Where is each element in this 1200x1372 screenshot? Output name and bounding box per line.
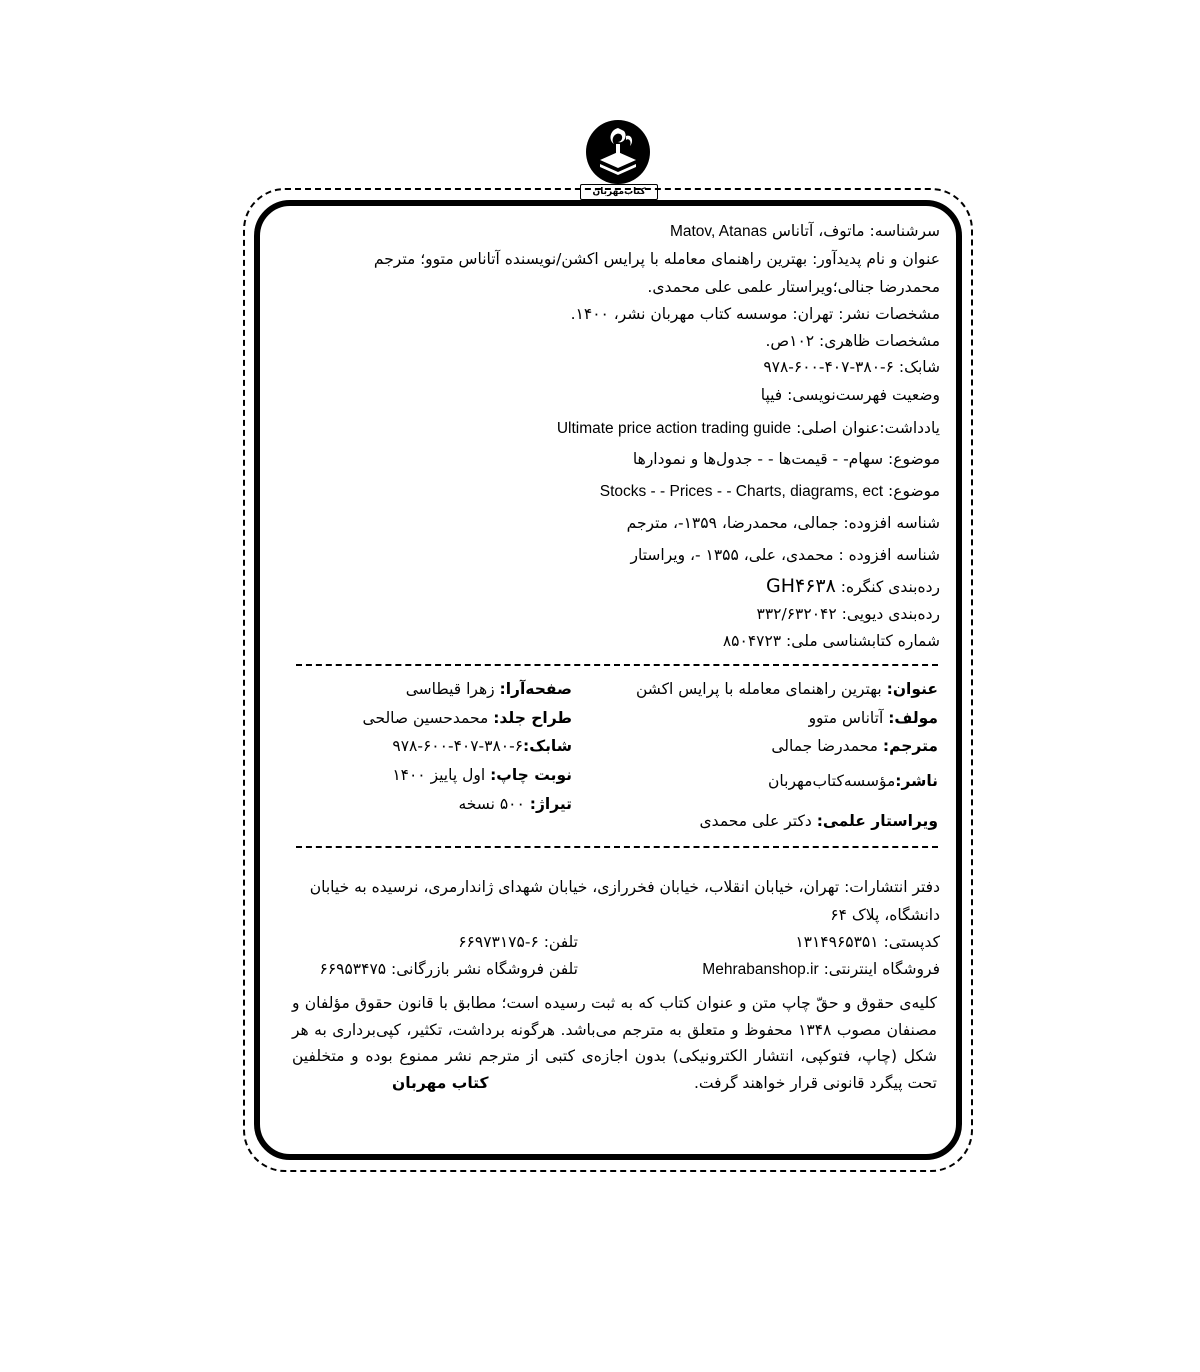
catalog-title-line1: عنوان و نام پدیدآور: بهترین راهنمای معامله با پرایس اکشن/نویسنده آتاناس متوو؛ مترجم xyxy=(373,250,940,268)
phone: تلفن: ۶-۶۶۹۷۳۱۷۵ xyxy=(458,933,578,951)
catalog-note: یادداشت:عنوان اصلی: Ultimate price action trading guide xyxy=(556,419,940,437)
credit-layout: صفحه‌آرا: زهرا قیطاسی xyxy=(405,680,572,698)
catalog-national-number: شماره کتابشناسی ملی: ۸۵۰۴۷۲۳ xyxy=(722,632,940,650)
credit-author: مولف: آتاناس متوو xyxy=(808,709,938,727)
copyright-notice: کلیه‌ی حقوق و حقّ چاپ متن و عنوان کتاب که به ثبت رسیده است؛ مطابق با قانون حقوق مؤلفان و مصنفان مصوب ۱۳۴۸ محفوظ و متعلق به مترجم می‌باشد. هرگونه برداشت، تکثیر، کپی‌برداری به هر شکل (چاپ، فتوکپی، انتشار الکترونیکی) بدون اجازه‌ی کتبی از مترجم نشر ممنوع بوده و متخلفین تحت پیگرد قانونی قرار خواهند گرفت. xyxy=(292,994,937,1092)
postal-code: کدپستی: ۱۳۱۴۹۶۵۳۵۱ xyxy=(795,933,940,951)
sales-phone: تلفن فروشگاه نشر بازرگانی: ۶۶۹۵۳۴۷۵ xyxy=(319,960,578,978)
credit-isbn: شابک:۶-۳۸۰-۴۰۷-۶۰۰-۹۷۸ xyxy=(392,737,572,755)
catalog-title-line2: محمدرضا جنالی؛ویراستار علمی علی محمدی. xyxy=(647,278,940,296)
address-line-1: دفتر انتشارات: تهران، خیابان انقلاب، خیابان فخررازی، خیابان شهدای ژاندارمری، نرسیده به خیابان xyxy=(309,878,940,896)
catalog-subject-1: موضوع: سهام- - قیمت‌ها - - جدول‌ها و نمودارها xyxy=(632,450,940,468)
catalog-subject-2: موضوع: Stocks - - Prices - - Charts, diagrams, ect xyxy=(599,482,940,500)
catalog-heading-author: سرشناسه: ماتوف، آتاناس Matov, Atanas xyxy=(669,222,940,240)
credit-publisher: ناشر:مؤسسه‌کتاب‌مهربان xyxy=(768,772,938,790)
separator-bottom xyxy=(296,846,938,848)
logo-emblem xyxy=(586,120,650,184)
online-shop: فروشگاه اینترنتی: Mehrabanshop.ir xyxy=(702,960,940,978)
credit-translator: مترجم: محمدرضا جمالی xyxy=(771,737,938,755)
credit-print-run: تیراژ: ۵۰۰ نسخه xyxy=(458,795,572,813)
credit-edition: نوبت چاپ: اول پاییز ۱۴۰۰ xyxy=(392,766,572,784)
credit-scientific-editor: ویراستار علمی: دکتر علی محمدی xyxy=(699,812,938,830)
catalog-physical: مشخصات ظاهری: ۱۰۲ص. xyxy=(765,332,940,350)
catalog-isbn: شابک: ۶-۳۸۰-۴۰۷-۶۰۰-۹۷۸ xyxy=(763,358,940,376)
catalog-added-entry-1: شناسه افزوده: جمالی، محمدرضا، ۱۳۵۹-، مترجم xyxy=(626,514,940,532)
credits-block xyxy=(296,676,938,836)
catalog-added-entry-2: شناسه افزوده : محمدی، علی، ۱۳۵۵ -، ویراستار xyxy=(630,546,940,564)
credit-title: عنوان: بهترین راهنمای معامله با پرایس اکشن xyxy=(635,680,938,698)
catalog-status: وضعیت فهرست‌نویسی: فیپا xyxy=(760,386,940,404)
signoff: کتاب مهربان xyxy=(392,1074,489,1092)
catalog-dewey: رده‌بندی دیویی: ۳۳۲/۶۳۲۰۴۲ xyxy=(756,605,940,623)
credit-cover-designer: طراح جلد: محمدحسین صالحی xyxy=(362,709,572,727)
separator-top xyxy=(296,664,938,666)
logo-text: کتاب‌مهربان xyxy=(580,184,658,200)
address-line-2: دانشگاه، پلاک ۶۴ xyxy=(830,906,940,924)
catalog-lc-class: رده‌بندی کنگره: GH۴۶۳۸ xyxy=(766,575,940,597)
catalog-publication: مشخصات نشر: تهران: موسسه کتاب مهربان نشر، ۱۴۰۰. xyxy=(570,305,940,323)
